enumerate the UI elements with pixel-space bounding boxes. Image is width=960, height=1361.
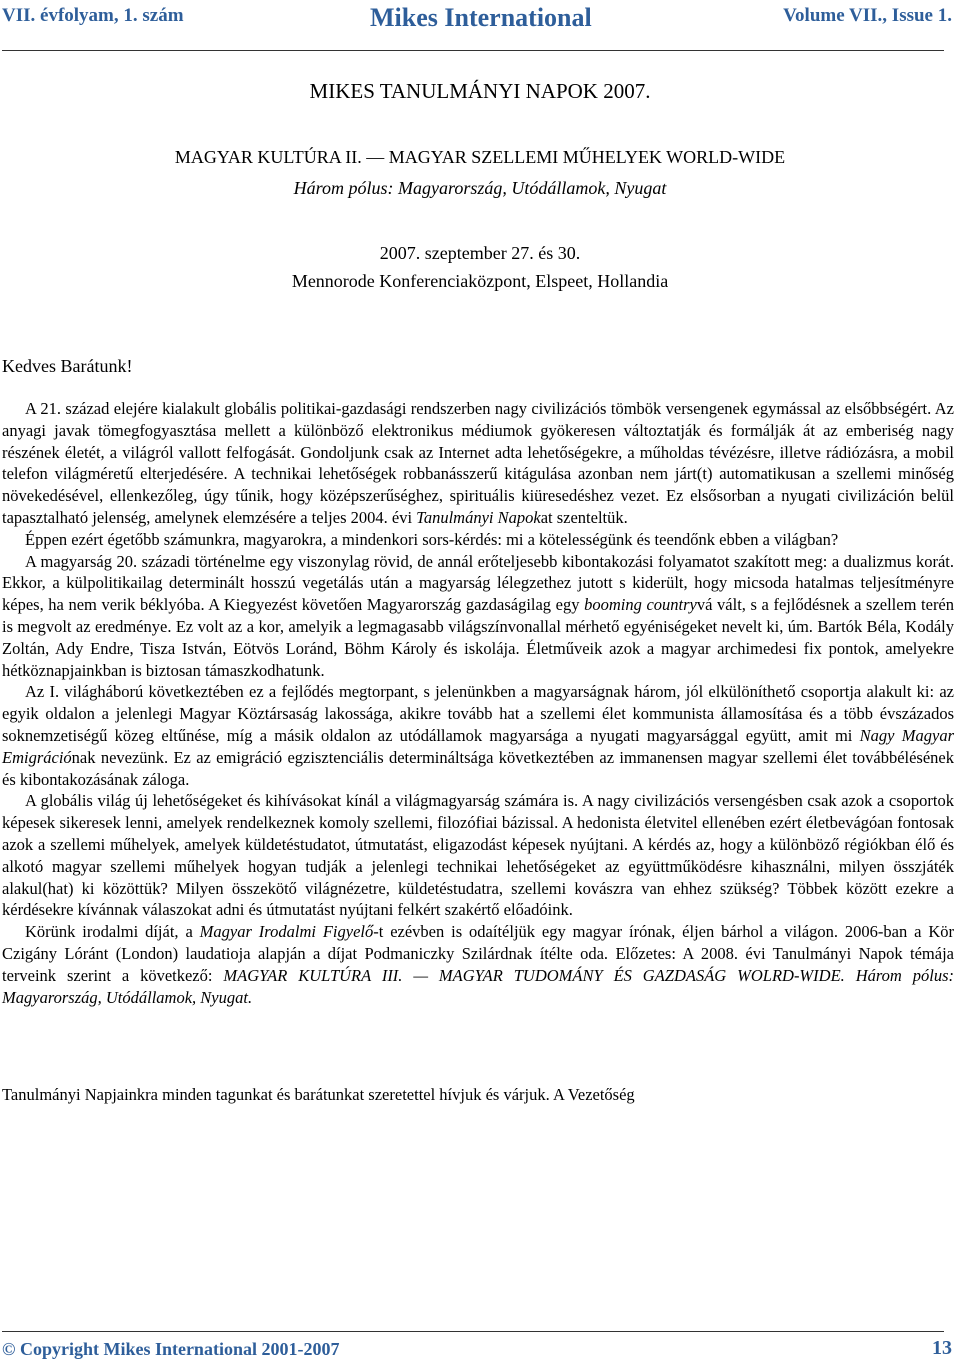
paragraph: Éppen ezért égetőbb számunkra, magyarokra, a mindenkori sors-kérdés: mi a kötelességünk és teendőnk ebben a világban? bbox=[25, 529, 839, 549]
paragraph: Az I. világháború következtében ez a fejlődés megtorpant, s jelenünkben a magyarságnak három, jól elkülöníthető csoportja alakult ki: az egyik oldalon a jelenlegi Magyar Köztársaság lakossága, akikre tovább hat a szellemi élet kommunista államosítása és a több évszázados soknemzetiségű közeg eltűnése, míg a másik oldalon az utódállamok magyarsága a nyugati magyarsággal együtt, amit mi Nagy Magyar Emigrációnak nevezünk. Ez az emigráció egzisztenciális determináltsága következtében az immanensen magyar szellemi élet továbbélésének és kibontakozásának záloga. bbox=[2, 682, 954, 789]
header-journal-title: Mikes International bbox=[370, 3, 592, 32]
letter-body bbox=[2, 398, 954, 1008]
page-title: MIKES TANULMÁNYI NAPOK 2007. bbox=[309, 79, 651, 103]
footer-divider bbox=[2, 1331, 944, 1332]
salutation: Kedves Barátunk! bbox=[2, 356, 133, 376]
page-number: 13 bbox=[932, 1337, 952, 1359]
event-venue: Mennorode Konferenciaközpont, Elspeet, Hollandia bbox=[291, 271, 669, 291]
event-subtitle: MAGYAR KULTÚRA II. — MAGYAR SZELLEMI MŰHELYEK WORLD-WIDE bbox=[174, 147, 786, 167]
paragraph: A magyarság 20. századi történelme egy viszonylag rövid, de annál erőteljesebb kibontakozási folyamatot szakított meg: a dualizmus korát. Ekkor, a külpolitikailag determinált hosszú vegetálás után a magyarság lélegzethez jutott s kiderült, hogy micsoda hatalmas teljesítményre képes, ha nem verik béklyóba. A Kiegyezést követően Magyarország gazdaságilag egy booming countryvá vált, s a fejlődésnek a szellem terén is megvolt az eredménye. Ez volt az a kor, amelyik a legmagasabb világszínvonallal mérhető egyéniségeket nevelt ki, úm. Bartók Béla, Kodály Zoltán, Ady Endre, Tisza István, Eötvös Loránd, Böhm Károly és iskolája. Életműveik azok a magyar archimedesi fix pontok, amelyekre hétköznapjainkban is biztosan támaszkodhatunk. bbox=[2, 551, 955, 680]
paragraph: A 21. század elejére kialakult globális politikai-gazdasági rendszerben nagy civilizációs tömbök versengenek egymással az elsőbbségért. Az anyagi javak tömegfogyasztása mellett a különböző elektronikus médiumok gyökeresen változtatják és formálják át az emberiség nagy részének életét, a világról vallott felfogását. Gondoljunk csak az Internet adta lehetőségekre, a műholdas tévézésre, illetve rádiózásra, a mobil telefon világméretű elterjedésére. A technikai lehetőségek robbanásszerű kitágulása azonban nem járt(t) automatikusan a szellemi minőség növekedésével, ellenkezőleg, úgy tűnik, hogy középszerűséghez, spirituális kiüresedéshez vezet. Ez elsősorban a nyugati civilizáción belül tapasztalható jelenség, amelynek elemzésére a teljes 2004. évi Tanulmányi Napokat szenteltük. bbox=[2, 399, 954, 527]
header-volume-en: Volume VII., Issue 1. bbox=[783, 5, 952, 26]
closing-line: Tanulmányi Napjainkra minden tagunkat és barátunkat szeretettel hívjuk és várjuk. A Vezetőség bbox=[2, 1085, 635, 1104]
footer-copyright: © Copyright Mikes International 2001-2007 bbox=[2, 1339, 340, 1359]
event-tagline: Három pólus: Magyarország, Utódállamok, Nyugat bbox=[293, 178, 667, 198]
paragraph: A globális világ új lehetőségeket és kihívásokat kínál a világmagyarság számára is. A nagy civilizációs versengésben csak azok a csoportok képesek sikeresek lenni, amelyek rendelkeznek komoly szellemi, filozófiai bázissal. A hedonista életvitel ellenében ezért életbevágóan fontosak azok a szellemi műhelyek, amelyek küldetéstudatot, útmutatást, eligazodást képesek nyújtani. A kérdés az, hogy a különböző régiókban élő és alkotó magyar szellemi műhelyek hogyan tudják a jelenlegi technikai lehetőségeket az együttműködésre kihasználni, milyen összjáték alakul(hat) ki közöttük? Milyen összekötő világnézetre, küldetéstudatra, szellemi kovászra van ehhez szükség? Többek között ezekre a kérdésekre kívánnak válaszokat adni és útmutatást nyújtani felkért szakértő előadóink. bbox=[2, 791, 954, 920]
header-divider bbox=[2, 50, 944, 51]
running-header bbox=[0, 0, 960, 44]
paragraph: Körünk irodalmi díját, a Magyar Irodalmi Figyelő-t ezévben is odaítéljük egy magyar írónak, éljen bárhol a világon. 2006-ban a Kör Czigány Lóránt (London) laudatioja alapján a díjat Podmaniczky Szilárdnak ítélte oda. Előzetes: A 2008. évi Tanulmányi Napok témája terveink szerint a következő: MAGYAR KULTÚRA III. — MAGYAR TUDOMÁNY ÉS GAZDASÁG WOLRD-WIDE. Három pólus: Magyarország, Utódállamok, Nyugat. bbox=[2, 922, 954, 1007]
event-date: 2007. szeptember 27. és 30. bbox=[379, 243, 581, 263]
header-volume-hu: VII. évfolyam, 1. szám bbox=[2, 5, 184, 26]
